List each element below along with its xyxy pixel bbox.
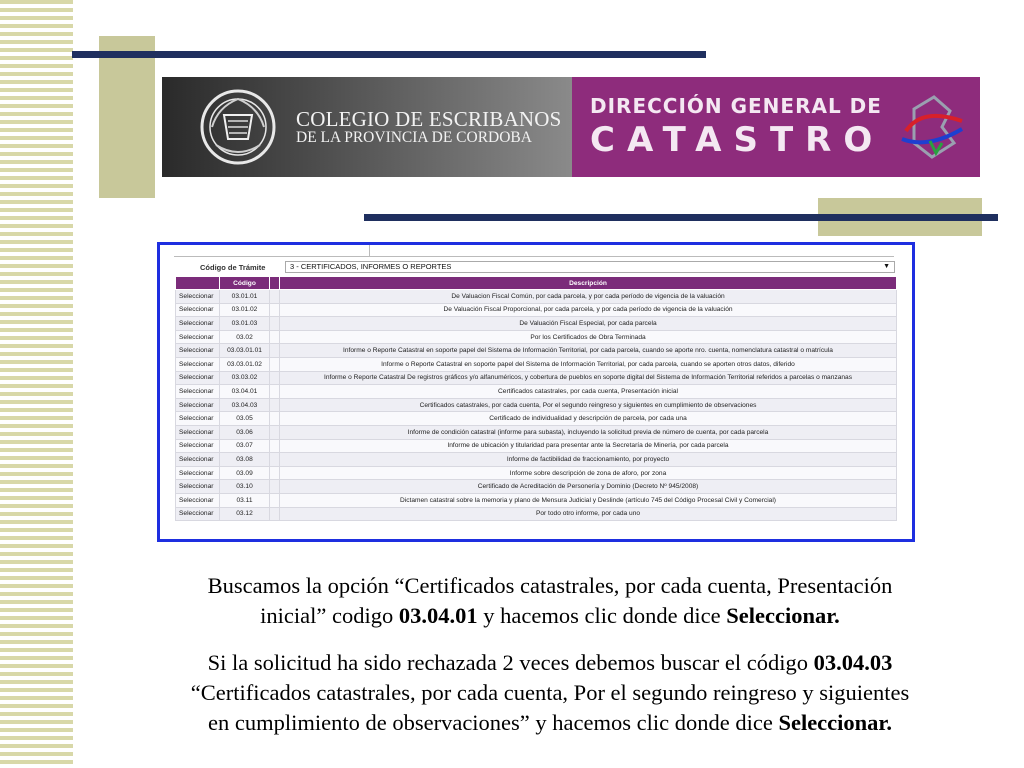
header-descripcion: Descripción bbox=[280, 277, 897, 290]
colegio-banner bbox=[162, 77, 572, 177]
row-spacer bbox=[270, 303, 280, 317]
caption-2-line-1 bbox=[150, 648, 950, 678]
header-codigo: Código bbox=[220, 277, 270, 290]
seleccionar-link[interactable]: Seleccionar bbox=[176, 453, 220, 467]
navy-line-top bbox=[72, 51, 706, 58]
row-codigo: 03.03.01.01 bbox=[220, 344, 270, 358]
table-row bbox=[176, 290, 897, 304]
row-descripcion: Informe o Reporte Catastral De registros gráficos y/o alfanuméricos, y cobertura de pueblos en soporte digital del Sistema de Información Territorial referidos a parcelas o manzanas bbox=[280, 371, 897, 385]
catastro-logo-icon bbox=[892, 87, 972, 167]
row-spacer bbox=[270, 493, 280, 507]
colegio-name bbox=[296, 108, 562, 146]
row-spacer bbox=[270, 398, 280, 412]
seleccionar-link[interactable]: Seleccionar bbox=[176, 439, 220, 453]
row-codigo: 03.03.01.02 bbox=[220, 357, 270, 371]
row-spacer bbox=[270, 507, 280, 521]
row-codigo: 03.07 bbox=[220, 439, 270, 453]
row-spacer bbox=[270, 344, 280, 358]
row-codigo: 03.01.01 bbox=[220, 290, 270, 304]
catastro-line-1: DIRECCIÓN GENERAL DE bbox=[590, 94, 882, 118]
seleccionar-link[interactable]: Seleccionar bbox=[176, 466, 220, 480]
row-spacer bbox=[270, 371, 280, 385]
chevron-down-icon[interactable]: ▼ bbox=[883, 263, 890, 270]
row-descripcion: De Valuación Fiscal Proporcional, por cada parcela, y por cada período de vigencia de la valuación bbox=[280, 303, 897, 317]
olive-block-top bbox=[99, 36, 155, 198]
header-action bbox=[176, 277, 220, 290]
table-row bbox=[176, 317, 897, 331]
table-row bbox=[176, 330, 897, 344]
seleccionar-link[interactable]: Seleccionar bbox=[176, 303, 220, 317]
row-codigo: 03.08 bbox=[220, 453, 270, 467]
catastro-banner bbox=[572, 77, 980, 177]
seleccionar-link[interactable]: Seleccionar bbox=[176, 412, 220, 426]
row-descripcion: Informe o Reporte Catastral en soporte papel del Sistema de Información Territorial, por cada parcela, cuando se aporten otros datos, diferido bbox=[280, 357, 897, 371]
navy-line-mid bbox=[364, 214, 998, 221]
row-descripcion: De Valuación Fiscal Especial, por cada parcela bbox=[280, 317, 897, 331]
colegio-line-1: COLEGIO DE ESCRIBANOS bbox=[296, 106, 562, 131]
seleccionar-link[interactable]: Seleccionar bbox=[176, 357, 220, 371]
seleccionar-link[interactable]: Seleccionar bbox=[176, 317, 220, 331]
caption-2-action: Seleccionar. bbox=[778, 710, 892, 735]
codigo-tramite-label: Código de Trámite bbox=[200, 263, 266, 272]
row-descripcion: Informe sobre descripción de zona de aforo, por zona bbox=[280, 466, 897, 480]
row-codigo: 03.01.02 bbox=[220, 303, 270, 317]
caption-2-line-2: “Certificados catastrales, por cada cuenta, Por el segundo reingreso y siguientes bbox=[190, 680, 910, 705]
caption-1-text-a: inicial” codigo bbox=[260, 603, 399, 628]
table-row bbox=[176, 480, 897, 494]
seleccionar-link[interactable]: Seleccionar bbox=[176, 493, 220, 507]
row-descripcion: Dictamen catastral sobre la memoria y plano de Mensura Judicial y Deslinde (artículo 745 del Código Procesal Civil y Comercial) bbox=[280, 493, 897, 507]
row-spacer bbox=[270, 480, 280, 494]
row-codigo: 03.04.01 bbox=[220, 385, 270, 399]
codigo-tramite-select[interactable] bbox=[285, 261, 895, 273]
caption-2-text-a: Si la solicitud ha sido rechazada 2 veces debemos buscar el código bbox=[207, 650, 814, 675]
colegio-seal-icon bbox=[198, 87, 278, 167]
table-row bbox=[176, 466, 897, 480]
row-descripcion: Por todo otro informe, por cada uno bbox=[280, 507, 897, 521]
table-row bbox=[176, 439, 897, 453]
table-row bbox=[176, 507, 897, 521]
row-codigo: 03.05 bbox=[220, 412, 270, 426]
row-spacer bbox=[270, 290, 280, 304]
caption-2-text-b: en cumplimiento de observaciones” y hacemos clic donde dice bbox=[208, 710, 779, 735]
seleccionar-link[interactable]: Seleccionar bbox=[176, 507, 220, 521]
table-row bbox=[176, 371, 897, 385]
row-descripcion: Por los Certificados de Obra Terminada bbox=[280, 330, 897, 344]
colegio-line-2: DE LA PROVINCIA DE CORDOBA bbox=[296, 128, 532, 146]
row-spacer bbox=[270, 439, 280, 453]
table-row bbox=[176, 493, 897, 507]
caption-paragraph-2 bbox=[150, 648, 950, 738]
caption-paragraph-1 bbox=[150, 571, 950, 631]
seleccionar-link[interactable]: Seleccionar bbox=[176, 290, 220, 304]
caption-1-code: 03.04.01 bbox=[398, 603, 478, 628]
row-descripcion: De Valuacion Fiscal Común, por cada parcela, y por cada período de vigencia de la valuación bbox=[280, 290, 897, 304]
table-row bbox=[176, 357, 897, 371]
seleccionar-link[interactable]: Seleccionar bbox=[176, 425, 220, 439]
row-descripcion: Certificado de Acreditación de Personería y Dominio (Decreto Nº 945/2008) bbox=[280, 480, 897, 494]
left-stripe-decoration bbox=[0, 0, 73, 768]
row-spacer bbox=[270, 317, 280, 331]
seleccionar-link[interactable]: Seleccionar bbox=[176, 371, 220, 385]
row-codigo: 03.11 bbox=[220, 493, 270, 507]
caption-2-line-3 bbox=[150, 708, 950, 738]
header-banner bbox=[162, 77, 980, 177]
row-descripcion: Informe o Reporte Catastral en soporte papel del Sistema de Información Territorial, por cada parcela, cuando se aporte nro. cuenta, nomenclatura catastral o matrícula bbox=[280, 344, 897, 358]
row-descripcion: Informe de factibilidad de fraccionamiento, por proyecto bbox=[280, 453, 897, 467]
catastro-name bbox=[590, 94, 884, 160]
row-descripcion: Certificado de individualidad y descripción de parcela, por cada una bbox=[280, 412, 897, 426]
table-row bbox=[176, 398, 897, 412]
seleccionar-link[interactable]: Seleccionar bbox=[176, 480, 220, 494]
table-row bbox=[176, 412, 897, 426]
row-spacer bbox=[270, 330, 280, 344]
caption-1-line-2 bbox=[150, 601, 950, 631]
caption-1-action: Seleccionar. bbox=[726, 603, 840, 628]
row-descripcion: Certificados catastrales, por cada cuenta, Presentación inicial bbox=[280, 385, 897, 399]
table-row bbox=[176, 344, 897, 358]
row-codigo: 03.06 bbox=[220, 425, 270, 439]
row-descripcion: Informe de condición catastral (informe para subasta), incluyendo la solicitud previa de número de cuenta, por cada parcela bbox=[280, 425, 897, 439]
table-row bbox=[176, 425, 897, 439]
row-descripcion: Certificados catastrales, por cada cuenta, Por el segundo reingreso y siguientes en cumplimiento de observaciones bbox=[280, 398, 897, 412]
caption-1-line-1: Buscamos la opción “Certificados catastrales, por cada cuenta, Presentación bbox=[207, 573, 893, 598]
form-top-strip bbox=[174, 245, 894, 257]
codigo-tramite-value: 3 - CERTIFICADOS, INFORMES O REPORTES bbox=[290, 262, 452, 271]
row-spacer bbox=[270, 412, 280, 426]
seleccionar-link[interactable]: Seleccionar bbox=[176, 398, 220, 412]
catastro-line-2: CATASTRO bbox=[590, 120, 885, 160]
row-codigo: 03.04.03 bbox=[220, 398, 270, 412]
row-spacer bbox=[270, 453, 280, 467]
row-codigo: 03.09 bbox=[220, 466, 270, 480]
row-spacer bbox=[270, 466, 280, 480]
table-row bbox=[176, 385, 897, 399]
seleccionar-link[interactable]: Seleccionar bbox=[176, 330, 220, 344]
row-codigo: 03.10 bbox=[220, 480, 270, 494]
row-codigo: 03.03.02 bbox=[220, 371, 270, 385]
row-codigo: 03.02 bbox=[220, 330, 270, 344]
caption-2-code: 03.04.03 bbox=[813, 650, 893, 675]
header-spacer bbox=[270, 277, 280, 290]
row-descripcion: Informe de ubicación y titularidad para presentar ante la Secretaría de Minería, por cada parcela bbox=[280, 439, 897, 453]
table-row bbox=[176, 453, 897, 467]
tramite-table bbox=[175, 276, 897, 521]
seleccionar-link[interactable]: Seleccionar bbox=[176, 344, 220, 358]
row-codigo: 03.01.03 bbox=[220, 317, 270, 331]
row-spacer bbox=[270, 357, 280, 371]
table-header-row bbox=[176, 277, 897, 290]
row-spacer bbox=[270, 385, 280, 399]
seleccionar-link[interactable]: Seleccionar bbox=[176, 385, 220, 399]
row-spacer bbox=[270, 425, 280, 439]
table-row bbox=[176, 303, 897, 317]
row-codigo: 03.12 bbox=[220, 507, 270, 521]
form-screenshot-frame bbox=[157, 242, 915, 542]
caption-1-text-b: y hacemos clic donde dice bbox=[477, 603, 727, 628]
